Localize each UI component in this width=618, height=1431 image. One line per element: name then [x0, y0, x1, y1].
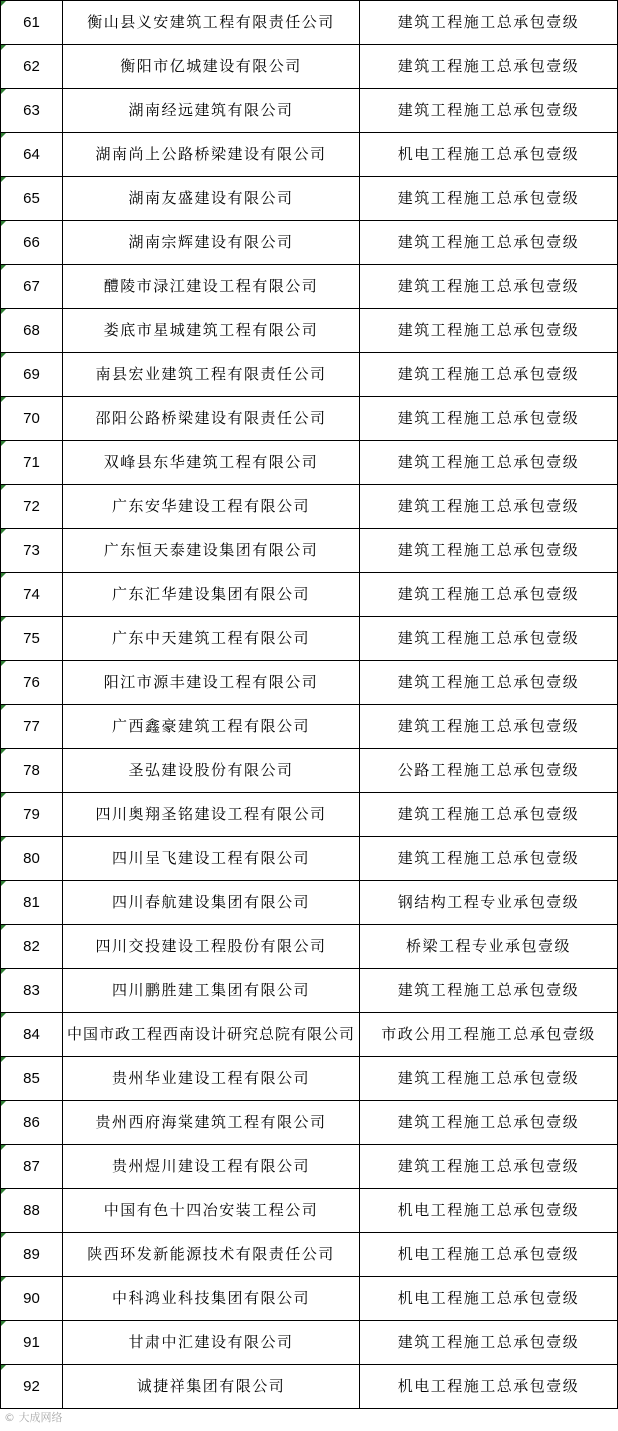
qualification-cell: 机电工程施工总承包壹级 — [360, 1277, 618, 1321]
row-number: 92 — [1, 1365, 63, 1409]
row-number: 85 — [1, 1057, 63, 1101]
qualification-cell: 钢结构工程专业承包壹级 — [360, 881, 618, 925]
table-row — [1, 1101, 618, 1145]
row-number: 83 — [1, 969, 63, 1013]
table-row — [1, 221, 618, 265]
qualification-cell: 建筑工程施工总承包壹级 — [360, 1057, 618, 1101]
table-row — [1, 309, 618, 353]
table-row — [1, 133, 618, 177]
company-name-cell: 贵州西府海棠建筑工程有限公司 — [63, 1101, 360, 1145]
qualification-cell: 建筑工程施工总承包壹级 — [360, 1145, 618, 1189]
company-name-cell: 四川呈飞建设工程有限公司 — [63, 837, 360, 881]
row-number: 80 — [1, 837, 63, 881]
company-name-cell: 湖南友盛建设有限公司 — [63, 177, 360, 221]
qualification-cell: 建筑工程施工总承包壹级 — [360, 45, 618, 89]
table-row — [1, 925, 618, 969]
qualification-cell: 建筑工程施工总承包壹级 — [360, 221, 618, 265]
qualification-cell: 建筑工程施工总承包壹级 — [360, 441, 618, 485]
company-name-cell: 南县宏业建筑工程有限责任公司 — [63, 353, 360, 397]
qualification-cell: 建筑工程施工总承包壹级 — [360, 617, 618, 661]
qualification-cell: 建筑工程施工总承包壹级 — [360, 1101, 618, 1145]
qualification-cell: 公路工程施工总承包壹级 — [360, 749, 618, 793]
row-number: 65 — [1, 177, 63, 221]
table-row — [1, 1189, 618, 1233]
table-row — [1, 1233, 618, 1277]
row-number: 74 — [1, 573, 63, 617]
qualification-cell: 建筑工程施工总承包壹级 — [360, 485, 618, 529]
table-row — [1, 881, 618, 925]
company-name-cell: 陕西环发新能源技术有限责任公司 — [63, 1233, 360, 1277]
qualification-cell: 机电工程施工总承包壹级 — [360, 1365, 618, 1409]
table-row — [1, 705, 618, 749]
row-number: 66 — [1, 221, 63, 265]
qualification-cell: 建筑工程施工总承包壹级 — [360, 661, 618, 705]
table-row — [1, 837, 618, 881]
company-name-cell: 广西鑫豪建筑工程有限公司 — [63, 705, 360, 749]
qualification-cell: 建筑工程施工总承包壹级 — [360, 969, 618, 1013]
row-number: 91 — [1, 1321, 63, 1365]
company-name-cell: 衡阳市亿城建设有限公司 — [63, 45, 360, 89]
company-name-cell: 邵阳公路桥梁建设有限责任公司 — [63, 397, 360, 441]
table-row — [1, 441, 618, 485]
table-row — [1, 1277, 618, 1321]
row-number: 86 — [1, 1101, 63, 1145]
company-name-cell: 阳江市源丰建设工程有限公司 — [63, 661, 360, 705]
table-row — [1, 89, 618, 133]
table-row — [1, 1013, 618, 1057]
table-row — [1, 793, 618, 837]
row-number: 81 — [1, 881, 63, 925]
table-row — [1, 353, 618, 397]
company-name-cell: 中国市政工程西南设计研究总院有限公司 — [63, 1013, 360, 1057]
table-row — [1, 617, 618, 661]
row-number: 87 — [1, 1145, 63, 1189]
qualification-cell: 建筑工程施工总承包壹级 — [360, 705, 618, 749]
qualification-cell: 建筑工程施工总承包壹级 — [360, 89, 618, 133]
row-number: 78 — [1, 749, 63, 793]
row-number: 68 — [1, 309, 63, 353]
table-row — [1, 1321, 618, 1365]
qualification-cell: 建筑工程施工总承包壹级 — [360, 397, 618, 441]
company-name-cell: 圣弘建设股份有限公司 — [63, 749, 360, 793]
qualification-cell: 机电工程施工总承包壹级 — [360, 133, 618, 177]
qualification-cell: 建筑工程施工总承包壹级 — [360, 837, 618, 881]
table-row — [1, 1, 618, 45]
table-row — [1, 397, 618, 441]
row-number: 63 — [1, 89, 63, 133]
row-number: 69 — [1, 353, 63, 397]
company-name-cell: 诚捷祥集团有限公司 — [63, 1365, 360, 1409]
qualification-cell: 建筑工程施工总承包壹级 — [360, 309, 618, 353]
company-name-cell: 中国有色十四冶安装工程公司 — [63, 1189, 360, 1233]
table-row — [1, 485, 618, 529]
row-number: 71 — [1, 441, 63, 485]
row-number: 72 — [1, 485, 63, 529]
watermark-text: © 大成网络 — [4, 1411, 63, 1424]
table-row — [1, 177, 618, 221]
company-name-cell: 贵州华业建设工程有限公司 — [63, 1057, 360, 1101]
table-row — [1, 661, 618, 705]
company-name-cell: 贵州煜川建设工程有限公司 — [63, 1145, 360, 1189]
table-row — [1, 45, 618, 89]
table-row — [1, 749, 618, 793]
company-name-cell: 四川奥翔圣铭建设工程有限公司 — [63, 793, 360, 837]
qualification-cell: 市政公用工程施工总承包壹级 — [360, 1013, 618, 1057]
company-name-cell: 醴陵市渌江建设工程有限公司 — [63, 265, 360, 309]
qualification-cell: 建筑工程施工总承包壹级 — [360, 573, 618, 617]
row-number: 70 — [1, 397, 63, 441]
table-row — [1, 265, 618, 309]
qualification-cell: 机电工程施工总承包壹级 — [360, 1233, 618, 1277]
table-row — [1, 969, 618, 1013]
qualification-cell: 建筑工程施工总承包壹级 — [360, 265, 618, 309]
company-name-cell: 广东恒天泰建设集团有限公司 — [63, 529, 360, 573]
row-number: 62 — [1, 45, 63, 89]
qualification-cell: 桥梁工程专业承包壹级 — [360, 925, 618, 969]
qualification-cell: 建筑工程施工总承包壹级 — [360, 177, 618, 221]
row-number: 61 — [1, 1, 63, 45]
row-number: 77 — [1, 705, 63, 749]
row-number: 67 — [1, 265, 63, 309]
table-body — [1, 1, 618, 1409]
qualification-cell: 建筑工程施工总承包壹级 — [360, 353, 618, 397]
company-name-cell: 四川交投建设工程股份有限公司 — [63, 925, 360, 969]
qualification-cell: 建筑工程施工总承包壹级 — [360, 1321, 618, 1365]
company-name-cell: 甘肃中汇建设有限公司 — [63, 1321, 360, 1365]
row-number: 88 — [1, 1189, 63, 1233]
table-row — [1, 529, 618, 573]
table-row — [1, 1365, 618, 1409]
qualification-cell: 建筑工程施工总承包壹级 — [360, 1, 618, 45]
company-name-cell: 湖南经远建筑有限公司 — [63, 89, 360, 133]
company-name-cell: 广东中天建筑工程有限公司 — [63, 617, 360, 661]
row-number: 75 — [1, 617, 63, 661]
company-name-cell: 中科鸿业科技集团有限公司 — [63, 1277, 360, 1321]
row-number: 89 — [1, 1233, 63, 1277]
company-name-cell: 娄底市星城建筑工程有限公司 — [63, 309, 360, 353]
row-number: 84 — [1, 1013, 63, 1057]
company-name-cell: 衡山县义安建筑工程有限责任公司 — [63, 1, 360, 45]
company-name-cell: 四川鹏胜建工集团有限公司 — [63, 969, 360, 1013]
company-name-cell: 双峰县东华建筑工程有限公司 — [63, 441, 360, 485]
qualification-cell: 建筑工程施工总承包壹级 — [360, 793, 618, 837]
company-name-cell: 湖南宗辉建设有限公司 — [63, 221, 360, 265]
qualification-cell: 机电工程施工总承包壹级 — [360, 1189, 618, 1233]
row-number: 76 — [1, 661, 63, 705]
company-name-cell: 四川春航建设集团有限公司 — [63, 881, 360, 925]
table-row — [1, 1057, 618, 1101]
company-name-cell: 广东安华建设工程有限公司 — [63, 485, 360, 529]
table-row — [1, 573, 618, 617]
row-number: 79 — [1, 793, 63, 837]
company-name-cell: 湖南尚上公路桥梁建设有限公司 — [63, 133, 360, 177]
row-number: 73 — [1, 529, 63, 573]
table-row — [1, 1145, 618, 1189]
company-name-cell: 广东汇华建设集团有限公司 — [63, 573, 360, 617]
qualification-cell: 建筑工程施工总承包壹级 — [360, 529, 618, 573]
row-number: 64 — [1, 133, 63, 177]
row-number: 82 — [1, 925, 63, 969]
row-number: 90 — [1, 1277, 63, 1321]
